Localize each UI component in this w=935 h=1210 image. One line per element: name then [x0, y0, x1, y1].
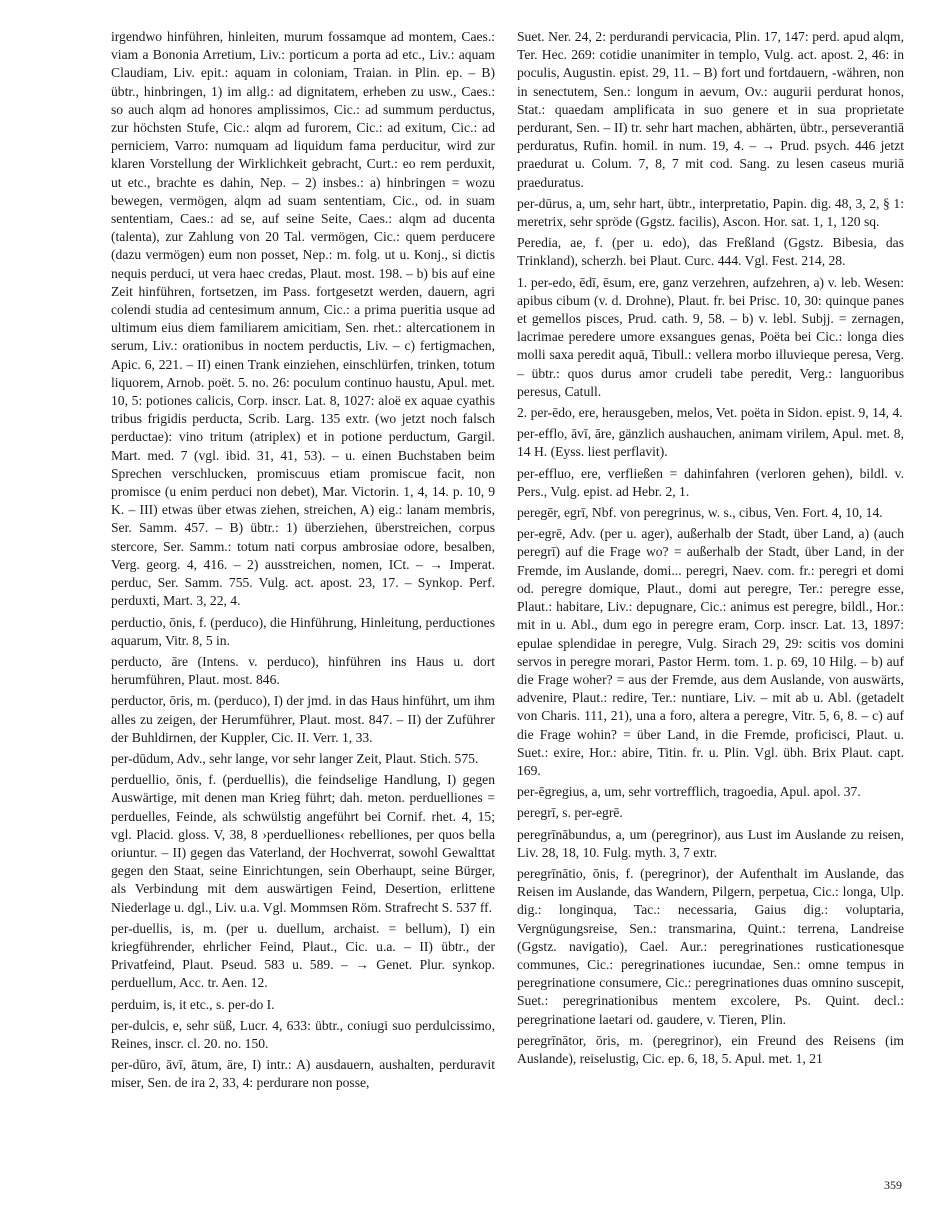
entry: irgendwo hinführen, hinleiten, murum fossamque ad montem, Caes.: viam a Bononia Arretium, Liv.: porticum a porta ad etc., Liv.: aquam Claudiam, Liv. epit.: aquam in coloniam, Traian. in Plin. ep. – B) übtr., hinbringen, 1) im allg.: ad dignitatem, erheben zu usw., Caes.: so auch alqm ad honores amplissimos, Cic.: ad summum perductus, zur höchsten Stufe, Cic.: alqm ad furorem, Cic.: ad exitum, Cic.: ad perniciem, Varro: numquam ad liquidum fama perducitur, wird zur klaren Vorstellung der Wirklichkeit gebracht, Curt.: eo rem perduxit, ut etc., brachte es dahin, Nep. – 2) insbes.: a) hinbringen = wozu bewegen, vermögen, alqm ad suam sententiam, Cic., od. in suam sententiam, Caes.: ad se, auf seine Seite, Caes.: alqm ad ducenta (talenta), zur Zahlung von 20 Tal. vermögen, Cic.: quem perducere (dazu vermögen) eum non posset, Nep.: m. folg. ut u. Konj., si dictis nequis perduci, ut vera haec credas, Plaut. most. 198. – b) bis auf eine Zeit hinführen, fortsetzen, im Pass. fortgesetzt werden, dauern, agri colendi studia ad centesimum annum, Cic.: a prima pueritia usque ad ultimum eius diem familiarem amicitiam, Sen. rhet.: altercationem in serum, Liv.: orationibus in noctem perductis, Liv. – c) fertigmachen, Apic. 6, 221. – II) einen Trank einziehen, einschlürfen, trinken, totum liquorem, Arnob. poët. 5. no. 26: poculum continuo haustu, Apul. met. 10, 5: potiones calicis, Corp. inscr. Lat. 8, 1027: aloë ex aquae cyathis tribus frigidis perducta, Scrib. Larg. 135 extr. (wo jetzt noch falsch perductae): vino tritum (atriplex) et in potione perductum, Gargil. Mart. med. 7 (vgl. ibid. 31, 41, 53). – u. einen Buchstaben beim Sprechen verschlucken, promiscuus etiam promiscue facit, non promisce (u enim perduci non debet), Mar. Victorin. 1, 4, 14. p. 10, 9 K. – III) etwas über etwas ziehen, streichen, A) eig.: lanam membris, Ser. Samm. 457. – B) übtr.: 1) überziehen, überstreichen, corpus stercore, Ser. Samm.: totum nati corpus ambrosiae odore, besalben, Verg. georg. 4, 416. – 2) ausstreichen, nomen, ICt. – → Imperat. perduc, Ser. Samm. 755. Vulg. act. apost. 23, 17. – Synkop. Perf. perduxti, Mart. 3, 22, 4.: [111, 29, 495, 609]
entry: 2. per-ēdo, ere, herausgeben, melos, Vet. poëta in Sidon. epist. 9, 14, 4.: [517, 405, 903, 421]
entry: per-efflo, āvī, āre, gänzlich aushauchen, animam virilem, Apul. met. 8, 14 H. (Eyss. liest perflavit).: [517, 426, 904, 460]
entry: peregēr, egrī, Nbf. von peregrinus, w. s., cibus, Ven. Fort. 4, 10, 14.: [517, 505, 883, 521]
page-number: 359: [884, 1178, 902, 1192]
entry: peregrīnātio, ōnis, f. (peregrinor), der Aufenthalt im Auslande, das Reisen im Auslande, das Wandern, Pilgern, perpetua, Cic.: longa, Ulp. dig.: longinqua, Tac.: necessaria, Gaius dig.: voluptaria, Vergnügungsreise, Sen.: transmarina, Quint.: terrena, Landreise (Ggstz. navigatio), Cael. Aur.: peregrinationes rusticationesque communes, Cic.: peregrinationes iucundae, Sen.: omne tempus in peregrinatione consumere, Cic.: peregrinationes duas omnino suscepit, Suet.: peregrinationibus mentem excolere, Ps. Quint. decl.: peregrinatione laetari od. gaudere, v. Tieren, Plin.: [517, 865, 904, 1027]
entry: peregrīnābundus, a, um (peregrinor), aus Lust im Auslande zu reisen, Liv. 28, 18, 10. Fulg. myth. 3, 7 extr.: [517, 826, 904, 860]
entry: perduellio, ōnis, f. (perduellis), die feindselige Handlung, I) gegen Auswärtige, mit denen man Krieg führt; dah. meton. perduelliones = perduelles, Feinde, als schwülstig angeführt bei Cornif. rhet. 4, 15; vgl. Placid. gloss. V, 38, 8 ›perduelliones‹ rebelliones, per quos bella oriuntur. – II) gegen das Vaterland, der Hochverrat, sowohl Gewalttat gegen den Staat, seine Einrichtungen, sein Oberhaupt, seine Bürger, als Verbindung mit dem auswärtigen Feind, Desertion, erlittene Niederlage u. dgl., Liv. u.a. Vgl. Mommsen Röm. Strafrecht S. 537 ff.: [111, 772, 495, 915]
entry: per-effluo, ere, verfließen = dahinfahren (verloren gehen), bildl. v. Pers., Vulg. epist. ad Hebr. 2, 1.: [517, 465, 904, 499]
entry: per-duellis, is, m. (per u. duellum, archaist. = bellum), I) ein kriegführender, ehrlicher Feind, Plaut., Cic. u.a. – II) übtr., der Privatfeind, Plaut. Pseud. 583 u. 589. – → Genet. Plur. synkop. perduellum, Acc. tr. Aen. 12.: [111, 920, 495, 991]
entry: per-ēgregius, a, um, sehr vortrefflich, tragoedia, Apul. apol. 37.: [517, 784, 861, 800]
entry: peregrīnātor, ōris, m. (peregrinor), ein Freund des Reisens (im Auslande), reiselustig, Cic. ep. 6, 18, 5. Apul. met. 1, 21: [517, 1032, 904, 1066]
entry: per-dūrus, a, um, sehr hart, übtr., interpretatio, Papin. dig. 48, 3, 2, § 1: meretrix, sehr spröde (Ggstz. facilis), Ascon. Hor. sat. 1, 1, 120 sq.: [517, 195, 904, 230]
entry: 1. per-edo, ēdī, ēsum, ere, ganz verzehren, aufzehren, a) v. leb. Wesen: apibus cibum (v. d. Drohne), Plaut. fr. bei Prisc. 10, 30: quinque panes et gemellos pisces, Prud. cath. 9, 58. – b) v. lebl. Subjj. = zernagen, lacrimae peredere umore exsangues genas, Poëta bei Cic.: longa dies molli saxa peredit aquā, Tibull.: vellera morbo illuvieque peresa, Verg. – übtr.: quos durus amor crudeli tabe peredit, Verg.: languoribus peresus, Catull.: [517, 274, 904, 399]
entry: per-dūro, āvī, ātum, āre, I) intr.: A) ausdauern, aushalten, perduravit miser, Sen. de ira 2, 33, 4: perdurare non posse,: [111, 1057, 495, 1091]
left-column: [111, 28, 495, 1183]
entry: perductor, ōris, m. (perduco), I) der jmd. in das Haus hinführt, um ihm alles zu zeigen, der Herumführer, Plaut. most. 847. – II) der Zuführer der Buhldirnen, der Kuppler, Cic. II. Verr. 1, 33.: [111, 693, 495, 745]
right-column: [517, 28, 904, 1183]
entry: Suet. Ner. 24, 2: perdurandi pervicacia, Plin. 17, 147: perd. apud alqm, Ter. Hec. 269: cotidie unanimiter in templo, Vulg. act. apost. 2, 46: in poculis, Augustin. epist. 29, 11. – B) fort und fortdauern, -währen, non in senectutem, Sen.: longum in aevum, Ov.: augurii perdurat honos, Stat.: quaedam amplificata in suo genere et in sua proprietate perdurant, Sen. – II) tr. sehr hart machen, abhärten, übtr., perseverantiā perduratus, Rufin. homil. in num. 19, 4. – → Prud. psych. 446 jetzt praedurat u. Colum. 7, 8, 7 mit cod. Sang. zu lesen caseus muriā praeduratus.: [517, 29, 904, 190]
entry: perductio, ōnis, f. (perduco), die Hinführung, Hinleitung, perductiones aquarum, Vitr. 8, 5 in.: [111, 614, 495, 648]
entry: perducto, āre (Intens. v. perduco), hinführen ins Haus u. dort herumführen, Plaut. most. 846.: [111, 653, 495, 688]
entry: per-dūdum, Adv., sehr lange, vor sehr langer Zeit, Plaut. Stich. 575.: [111, 750, 479, 766]
entry: per-dulcis, e, sehr süß, Lucr. 4, 633: übtr., coniugi suo perdulcissimo, Reines, inscr. cl. 20. no. 150.: [111, 1017, 495, 1051]
entry: per-egrē, Adv. (per u. ager), außerhalb der Stadt, über Land, a) (auch peregrī) auf die Frage wo? = außerhalb der Stadt, über Land, in der Fremde, im Auslande, domi... peregri, Naev. com. fr.: peregri et domi od. peregre domique, Plaut., domi aut peregre, Ter.: peregre esse, Plaut.: habitare, Liv.: depugnare, Cic.: animus est peregre, bildl., Hor.: mit in u. Abl., dum ego in peregre eram, Corp. inscr. Lat. 13, 1897: epulae splendidae in peregre, Vulg. Sirach 29, 29: scitis vos domini servos in peregre morari, Pastor Herm. tom. 1. p. 69, 10 Hilg. – b) auf die Frage woher? = aus der Fremde, aus dem Auslande, von auswärts, advenire, Plaut.: redire, Ter.: nuntiare, Liv. – mit ab u. Abl. (getadelt von Charis. 111, 21), una a foro, altera a peregre, Vitr. 5, 6, 8. – c) auf die Frage wohin? = über Land, in die Fremde, proficisci, Plaut. u. Suet.: exire, Hor.: abire, Titin. fr. u. Plin. Vgl. übh. Brix Plaut. capt. 169.: [517, 526, 904, 778]
entry: peregrī, s. per-egrē.: [517, 805, 623, 821]
entry: perduim, is, it etc., s. per-do I.: [111, 996, 275, 1012]
entry: Peredia, ae, f. (per u. edo), das Freßland (Ggstz. Bibesia, das Trinkland), scherzh. bei Plaut. Curc. 444. Vgl. Fest. 214, 28.: [517, 235, 904, 269]
